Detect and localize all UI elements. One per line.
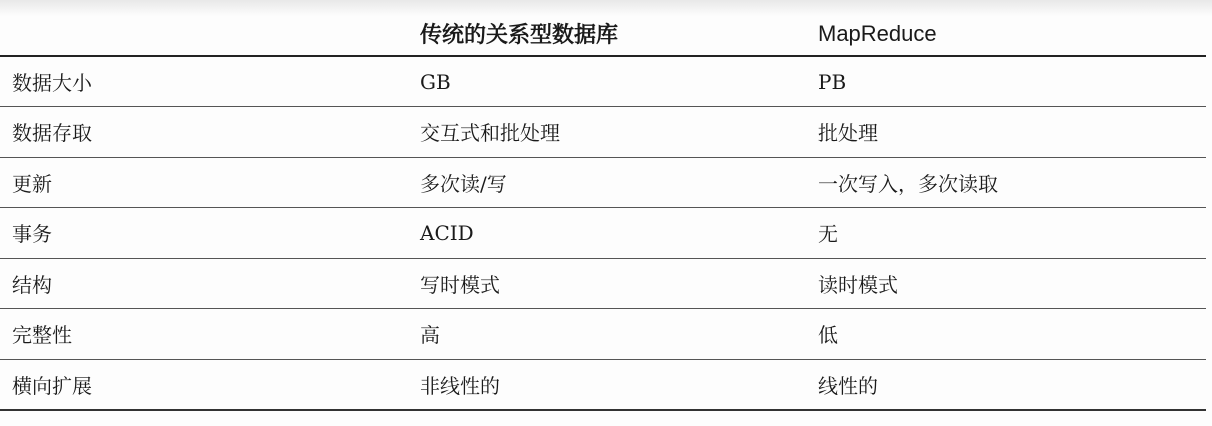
table-row bbox=[0, 258, 1206, 309]
mapreduce-cell: 批处理 bbox=[806, 107, 1206, 158]
mapreduce-cell: 无 bbox=[806, 208, 1206, 259]
rdbms-cell: 写时模式 bbox=[408, 258, 806, 309]
rdbms-cell: ACID bbox=[408, 208, 806, 259]
header-mapreduce: MapReduce bbox=[806, 12, 1206, 56]
mapreduce-cell: 读时模式 bbox=[806, 258, 1206, 309]
table-header-row bbox=[0, 12, 1206, 56]
table-row bbox=[0, 107, 1206, 158]
mapreduce-cell: 低 bbox=[806, 309, 1206, 360]
rdbms-cell: GB bbox=[408, 56, 806, 107]
feature-cell: 结构 bbox=[0, 258, 408, 309]
table-row bbox=[0, 208, 1206, 259]
feature-cell: 更新 bbox=[0, 157, 408, 208]
table-row bbox=[0, 56, 1206, 107]
table-row bbox=[0, 309, 1206, 360]
header-rdbms: 传统的关系型数据库 bbox=[408, 12, 806, 56]
feature-cell: 数据大小 bbox=[0, 56, 408, 107]
mapreduce-cell: 一次写入，多次读取 bbox=[806, 157, 1206, 208]
header-feature bbox=[0, 12, 408, 56]
mapreduce-cell: 线性的 bbox=[806, 359, 1206, 410]
table-row bbox=[0, 359, 1206, 410]
rdbms-cell: 多次读/写 bbox=[408, 157, 806, 208]
feature-cell: 事务 bbox=[0, 208, 408, 259]
mapreduce-cell: PB bbox=[806, 56, 1206, 107]
feature-cell: 完整性 bbox=[0, 309, 408, 360]
feature-cell: 横向扩展 bbox=[0, 359, 408, 410]
table-row bbox=[0, 157, 1206, 208]
feature-cell: 数据存取 bbox=[0, 107, 408, 158]
comparison-table bbox=[0, 12, 1206, 411]
rdbms-cell: 非线性的 bbox=[408, 359, 806, 410]
rdbms-cell: 高 bbox=[408, 309, 806, 360]
rdbms-cell: 交互式和批处理 bbox=[408, 107, 806, 158]
